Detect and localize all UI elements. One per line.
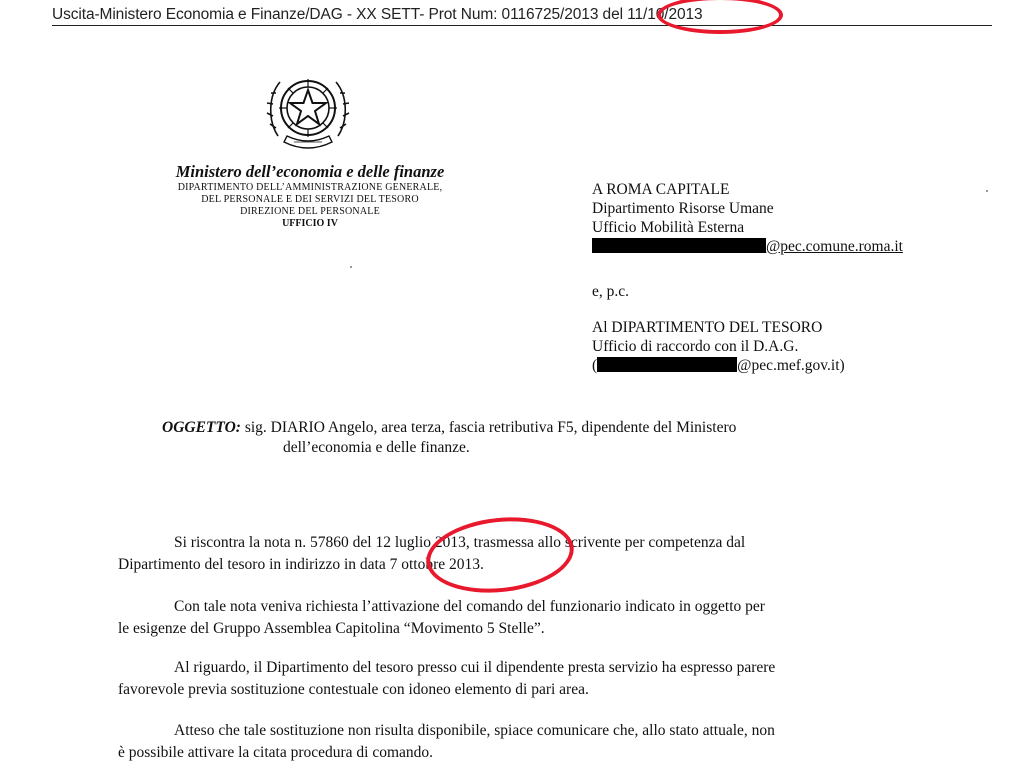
recipient-line: A ROMA CAPITALE (592, 181, 730, 198)
paragraph-line: è possibile attivare la citata procedura di comando. (118, 744, 434, 761)
italian-republic-emblem-icon (266, 66, 350, 154)
body-paragraph (118, 720, 924, 764)
paragraph-line: Con tale nota veniva richiesta l’attivazione del comando del funzionario indicato in oggetto per (174, 598, 765, 615)
cc-email (592, 356, 845, 375)
cc-line: Ufficio di raccordo con il D.A.G. (592, 338, 799, 355)
department-line: DIREZIONE DEL PERSONALE (240, 206, 380, 217)
subject-block (162, 418, 736, 458)
paragraph-line: le esigenze del Gruppo Assemblea Capitolina “Movimento 5 Stelle”. (118, 620, 545, 637)
scan-speck (986, 190, 988, 192)
department-line: DEL PERSONALE E DEI SERVIZI DEL TESORO (201, 194, 419, 205)
cc-label: e, p.c. (592, 283, 630, 300)
department-line: DIPARTIMENTO DELL’AMMINISTRAZIONE GENERALE, (177, 182, 443, 193)
scan-speck (350, 266, 352, 268)
paragraph-line: Dipartimento del tesoro in indirizzo in data 7 ottobre 2013. (118, 556, 484, 573)
recipient-line: Ufficio Mobilità Esterna (592, 219, 745, 236)
body-paragraph (118, 532, 924, 576)
recipient-block (592, 180, 903, 256)
subject-text: dell’economia e delle finanze. (283, 439, 470, 456)
cc-email-open: ( (592, 357, 598, 374)
recipient-email-domain: @pec.comune.roma.it (766, 238, 903, 255)
paragraph-line: favorevole previa sostituzione contestuale con idoneo elemento di pari area. (118, 681, 589, 698)
paragraph-line: Si riscontra la nota n. 57860 del 12 luglio 2013, trasmessa allo scrivente per competenza dal (174, 534, 746, 551)
protocol-header: Uscita-Ministero Economia e Finanze/DAG - XX SETT- Prot Num: 0116725/2013 del 11/10/2013 (52, 6, 992, 26)
cc-block (592, 318, 845, 375)
sender-block (110, 162, 510, 230)
redaction-bar (592, 238, 766, 253)
subject-text: sig. DIARIO Angelo, area terza, fascia retributiva F5, dipendente del Ministero (244, 419, 737, 436)
cc-email-domain: @pec.mef.gov.it) (737, 357, 845, 374)
recipient-line: Dipartimento Risorse Umane (592, 200, 774, 217)
cc-line: Al DIPARTIMENTO DEL TESORO (592, 319, 823, 336)
paragraph-line: Atteso che tale sostituzione non risulta disponibile, spiace comunicare che, allo stato attuale, non (174, 722, 775, 739)
body-paragraph (118, 657, 924, 701)
subject-label: OGGETTO: (162, 419, 241, 436)
body-paragraph (118, 596, 924, 640)
paragraph-line: Al riguardo, il Dipartimento del tesoro presso cui il dipendente presta servizio ha espresso parere (174, 659, 776, 676)
office-name: UFFICIO IV (282, 218, 338, 229)
redaction-bar (597, 357, 737, 372)
ministry-name: Ministero dell’economia e delle finanze (175, 162, 445, 181)
recipient-email (592, 237, 903, 256)
